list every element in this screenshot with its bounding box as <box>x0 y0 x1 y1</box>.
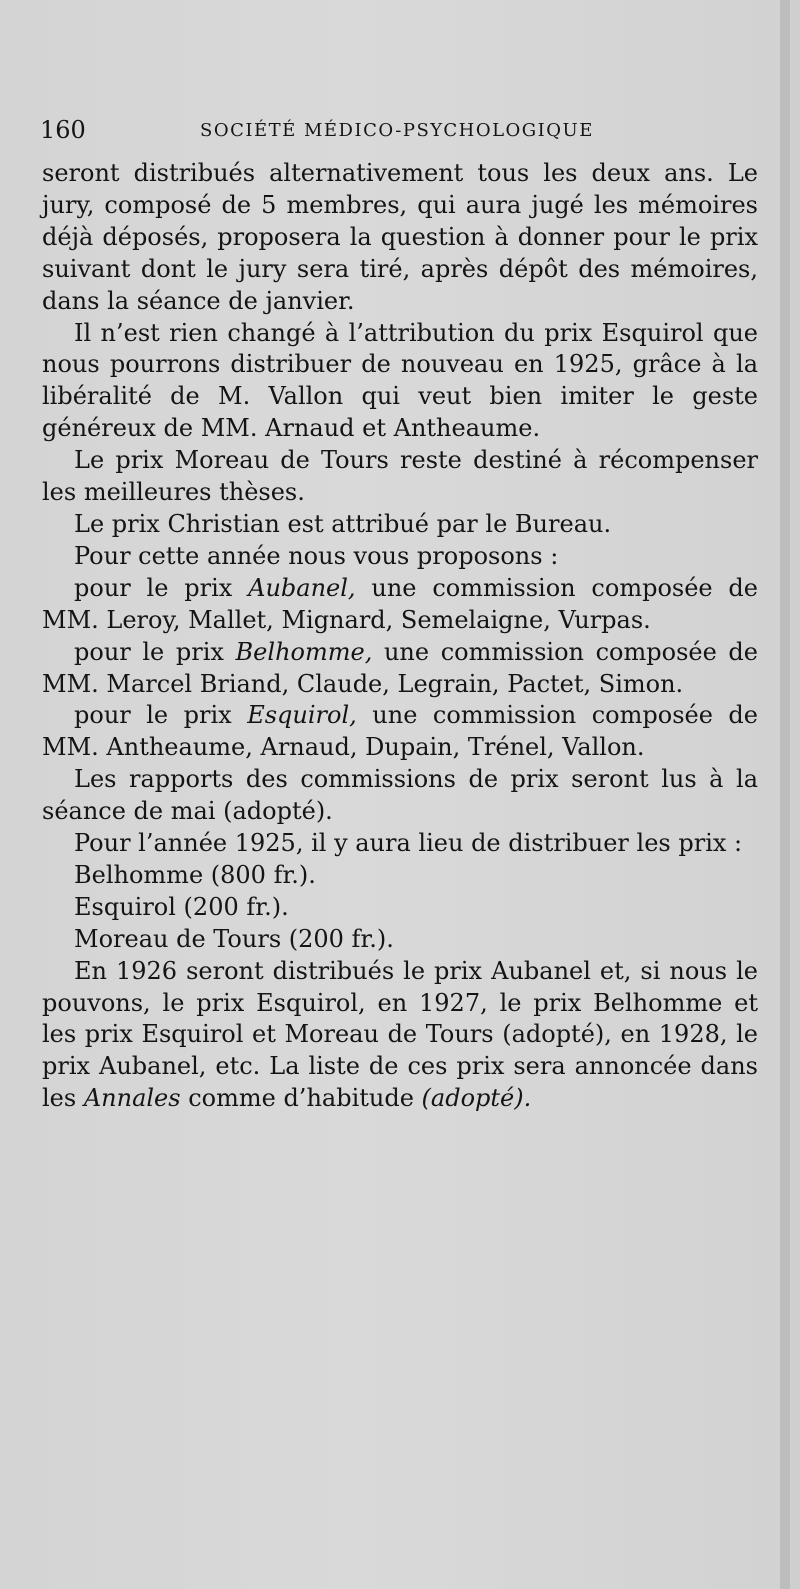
paragraph-christian: Le prix Christian est attribué par le Bureau. <box>74 509 612 538</box>
prize-list-item: Belhomme (800 fr.). <box>74 860 316 889</box>
page-edge <box>780 0 790 1589</box>
paragraph-moreau: Le prix Moreau de Tours reste destiné à récompenser les meilleures thèses. <box>42 446 758 507</box>
paragraph-aubanel-commission: pour le prix Aubanel, une commission composée de MM. Leroy, Mallet, Mignard, Semelaigne, Vurpas. <box>42 573 758 634</box>
paragraph-belhomme-commission: pour le prix Belhomme, une commission composée de MM. Marcel Briand, Claude, Legrain, Pactet, Simon. <box>42 637 758 698</box>
prize-list-item: Esquirol (200 fr.). <box>74 892 289 921</box>
paragraph-reports: Les rapports des commissions de prix seront lus à la séance de mai (adopté). <box>42 765 758 826</box>
body-text <box>42 158 758 1115</box>
paragraph-schedule: En 1926 seront distribués le prix Aubanel et, si nous le pouvons, le prix Esquirol, en 1927, le prix Belhomme et les prix Esquirol et Moreau de Tours (adopté), en 1928, le prix Aubanel, etc. La liste de ces prix sera annoncée dans les Annales comme d’habitude (adopté). <box>42 956 758 1113</box>
prize-name-belhomme: Belhomme, <box>235 637 373 666</box>
page-number: 160 <box>40 116 86 144</box>
journal-title: Annales <box>83 1084 181 1113</box>
prize-name-esquirol: Esquirol, <box>247 701 357 730</box>
paragraph-esquirol: Il n’est rien changé à l’attribution du prix Esquirol que nous pourrons distribuer de nouveau en 1925, grâce à la libéralité de M. Vallon qui veut bien imiter le geste généreux de MM. Arnaud et Antheaume. <box>42 318 758 443</box>
prize-list-item: Moreau de Tours (200 fr.). <box>74 924 394 953</box>
paragraph-jury: seront distribués alternativement tous les deux ans. Le jury, composé de 5 membres, qui aura jugé les mémoires déjà déposés, proposera la question à donner pour le prix suivant dont le jury sera tiré, après dépôt des mémoires, dans la séance de janvier. <box>42 159 758 315</box>
adopted-note: (adopté). <box>421 1084 532 1113</box>
paragraph-1925: Pour l’année 1925, il y aura lieu de distribuer les prix : <box>74 829 743 858</box>
running-title: SOCIÉTÉ MÉDICO-PSYCHOLOGIQUE <box>200 120 594 141</box>
paragraph-proposal: Pour cette année nous vous proposons : <box>74 541 559 570</box>
prize-name-aubanel: Aubanel, <box>248 573 356 602</box>
paragraph-esquirol-commission: pour le prix Esquirol, une commission composée de MM. Antheaume, Arnaud, Dupain, Trénel, Vallon. <box>42 701 758 762</box>
page-header <box>40 112 760 148</box>
